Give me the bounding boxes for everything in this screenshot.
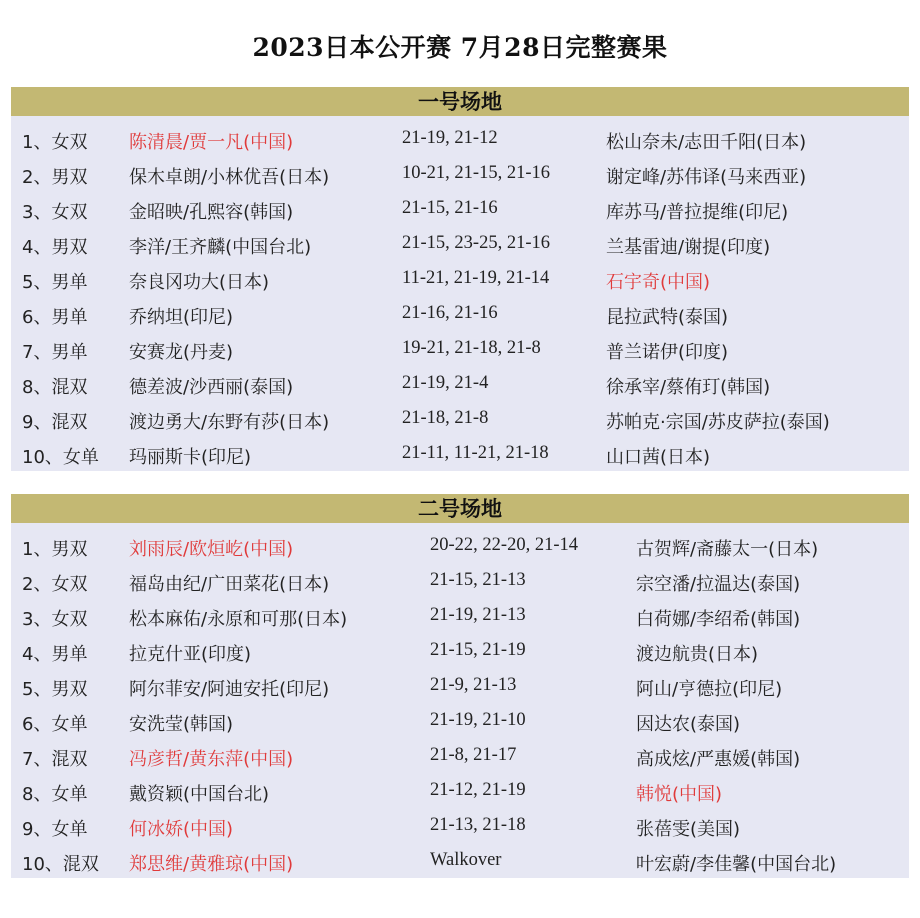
- match-number: 9、女单: [22, 819, 88, 840]
- player-2: 谢定峰/苏伟译(马来西亚): [606, 167, 807, 188]
- match-number: 2、女双: [22, 574, 88, 595]
- match-score: 21-15, 21-13: [430, 570, 526, 590]
- match-row: [11, 808, 909, 843]
- player-1: 戴资颖(中国台北): [129, 784, 270, 805]
- match-score: 21-18, 21-8: [402, 408, 489, 428]
- player-1: 德差波/沙西丽(泰国): [129, 377, 294, 398]
- match-number: 3、女双: [22, 202, 88, 223]
- match-number: 7、男单: [22, 342, 88, 363]
- match-number: 4、男双: [22, 237, 88, 258]
- court-2-section: [11, 494, 909, 878]
- player-1: 李洋/王齐麟(中国台北): [129, 237, 312, 258]
- match-number: 9、混双: [22, 412, 88, 433]
- court-1-section: [11, 87, 909, 471]
- match-row: [11, 563, 909, 598]
- match-number: 5、男双: [22, 679, 88, 700]
- player-2: 宗空潘/拉温达(泰国): [636, 574, 801, 595]
- match-row: [11, 191, 909, 226]
- player-1: 安洗莹(韩国): [129, 714, 234, 735]
- player-2: 石宇奇(中国): [606, 272, 711, 293]
- player-2: 高成炫/严惠媛(韩国): [636, 749, 801, 770]
- match-row: [11, 226, 909, 261]
- match-score: 21-19, 21-13: [430, 605, 526, 625]
- match-number: 5、男单: [22, 272, 88, 293]
- match-score: 21-16, 21-16: [402, 303, 498, 323]
- match-score: 21-11, 11-21, 21-18: [402, 443, 549, 463]
- player-2: 叶宏蔚/李佳馨(中国台北): [636, 854, 837, 875]
- player-2: 阿山/亨德拉(印尼): [636, 679, 783, 700]
- match-score: 21-15, 21-19: [430, 640, 526, 660]
- player-1: 安赛龙(丹麦): [129, 342, 234, 363]
- player-2: 韩悦(中国): [636, 784, 723, 805]
- match-number: 6、女单: [22, 714, 88, 735]
- player-1: 金昭映/孔熙容(韩国): [129, 202, 294, 223]
- match-row: [11, 156, 909, 191]
- match-number: 8、女单: [22, 784, 88, 805]
- player-2: 山口茜(日本): [606, 447, 711, 468]
- court-1-results: [11, 116, 909, 471]
- player-2: 松山奈未/志田千阳(日本): [606, 132, 807, 153]
- player-1: 保木卓朗/小林优吾(日本): [129, 167, 330, 188]
- match-score: 21-19, 21-10: [430, 710, 526, 730]
- match-score: 19-21, 21-18, 21-8: [402, 338, 541, 358]
- match-row: [11, 738, 909, 773]
- player-1: 福岛由纪/广田菜花(日本): [129, 574, 330, 595]
- player-1: 奈良冈功大(日本): [129, 272, 270, 293]
- match-number: 7、混双: [22, 749, 88, 770]
- match-row: [11, 843, 909, 878]
- court-2-results: [11, 523, 909, 878]
- match-number: 2、男双: [22, 167, 88, 188]
- match-number: 1、女双: [22, 132, 88, 153]
- match-row: [11, 121, 909, 156]
- player-2: 古贺辉/斋藤太一(日本): [636, 539, 819, 560]
- match-number: 10、女单: [22, 447, 99, 468]
- player-2: 张蓓雯(美国): [636, 819, 741, 840]
- match-row: [11, 436, 909, 471]
- match-number: 10、混双: [22, 854, 99, 875]
- match-score: 21-15, 23-25, 21-16: [402, 233, 550, 253]
- match-score: 20-22, 22-20, 21-14: [430, 535, 578, 555]
- player-2: 普兰诺伊(印度): [606, 342, 729, 363]
- player-1: 玛丽斯卡(印尼): [129, 447, 252, 468]
- player-1: 渡边勇大/东野有莎(日本): [129, 412, 330, 433]
- match-row: [11, 633, 909, 668]
- match-score: Walkover: [430, 850, 502, 870]
- court-1-header: 一号场地: [11, 87, 909, 116]
- match-row: [11, 668, 909, 703]
- player-1: 阿尔菲安/阿迪安托(印尼): [129, 679, 330, 700]
- player-1: 刘雨辰/欧烜屹(中国): [129, 539, 294, 560]
- match-row: [11, 401, 909, 436]
- match-row: [11, 261, 909, 296]
- player-1: 松本麻佑/永原和可那(日本): [129, 609, 348, 630]
- match-row: [11, 773, 909, 808]
- player-2: 库苏马/普拉提维(印尼): [606, 202, 789, 223]
- match-number: 8、混双: [22, 377, 88, 398]
- player-2: 渡边航贵(日本): [636, 644, 759, 665]
- match-row: [11, 296, 909, 331]
- player-2: 白荷娜/李绍希(韩国): [636, 609, 801, 630]
- match-score: 21-19, 21-12: [402, 128, 498, 148]
- match-number: 3、女双: [22, 609, 88, 630]
- match-score: 21-12, 21-19: [430, 780, 526, 800]
- match-number: 6、男单: [22, 307, 88, 328]
- court-2-header: 二号场地: [11, 494, 909, 523]
- match-score: 21-13, 21-18: [430, 815, 526, 835]
- match-score: 21-15, 21-16: [402, 198, 498, 218]
- player-1: 陈清晨/贾一凡(中国): [129, 132, 294, 153]
- player-1: 乔纳坦(印尼): [129, 307, 234, 328]
- match-score: 10-21, 21-15, 21-16: [402, 163, 550, 183]
- match-row: [11, 331, 909, 366]
- player-1: 何冰娇(中国): [129, 819, 234, 840]
- match-row: [11, 703, 909, 738]
- player-2: 昆拉武特(泰国): [606, 307, 729, 328]
- player-2: 因达农(泰国): [636, 714, 741, 735]
- match-number: 4、男单: [22, 644, 88, 665]
- player-1: 冯彦哲/黄东萍(中国): [129, 749, 294, 770]
- player-2: 徐承宰/蔡侑玎(韩国): [606, 377, 771, 398]
- player-2: 苏帕克·宗国/苏皮萨拉(泰国): [606, 412, 830, 433]
- match-row: [11, 366, 909, 401]
- player-1: 拉克什亚(印度): [129, 644, 252, 665]
- player-2: 兰基雷迪/谢提(印度): [606, 237, 771, 258]
- match-score: 21-9, 21-13: [430, 675, 517, 695]
- match-score: 11-21, 21-19, 21-14: [402, 268, 550, 288]
- page-title: 2023日本公开赛 7月28日完整赛果: [252, 33, 668, 62]
- match-score: 21-19, 21-4: [402, 373, 489, 393]
- player-1: 郑思维/黄雅琼(中国): [129, 854, 294, 875]
- match-row: [11, 598, 909, 633]
- match-number: 1、男双: [22, 539, 88, 560]
- match-row: [11, 528, 909, 563]
- match-score: 21-8, 21-17: [430, 745, 517, 765]
